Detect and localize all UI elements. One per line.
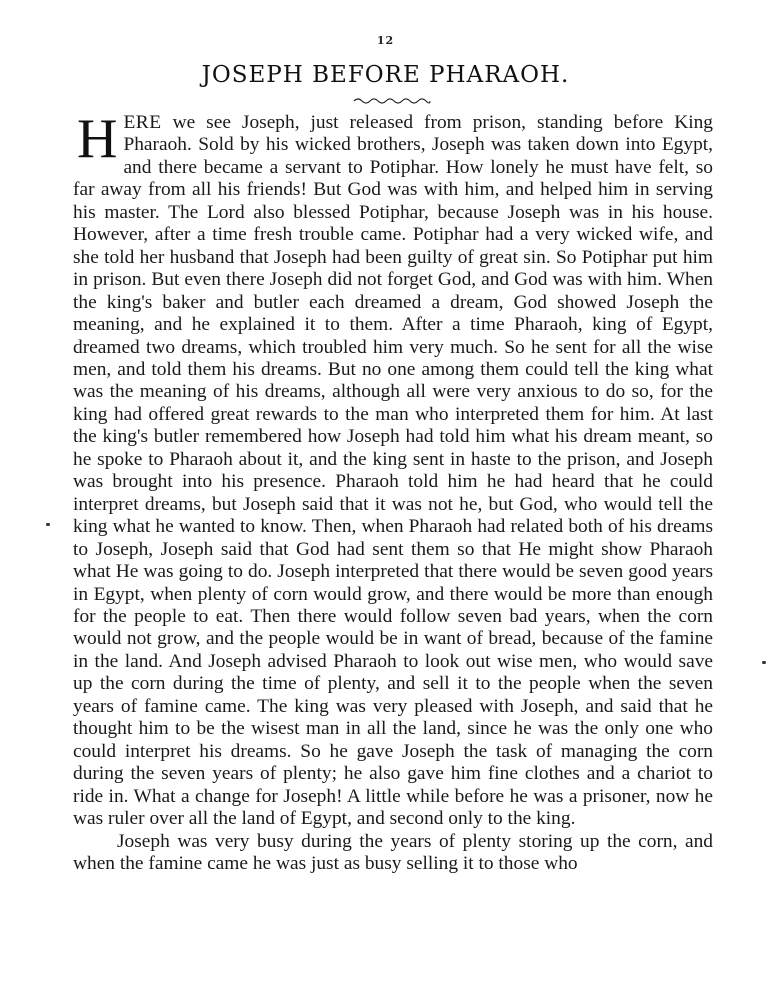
article-paragraph <box>73 108 713 831</box>
page-number: 12 <box>376 34 395 47</box>
first-word-rest: ERE <box>123 112 162 133</box>
paragraph-text: Joseph was very busy during the years of plenty storing up the corn, and when the famine came he was just as busy selling it to those who <box>73 830 713 874</box>
drop-cap: H <box>77 108 118 170</box>
paragraph-text: we see Joseph, just released from prison, standing before King Pharaoh. Sold by his wicked brothers, Joseph was taken down into Egypt, and there became a servant to Potiphar. How lonely he must have felt, so far away from all his friends! But God was with him, and helped him in serving his master. The Lord also blessed Potiphar, because Joseph was in his house. However, after a time fresh trouble came. Potiphar had a very wicked wife, and she told her husband that Joseph had been guilty of great sin. So Potiphar put him in prison. But even there Joseph did not forget God, and God was with him. When the king's baker and butler each dreamed a dream, God showed Joseph the meaning, and he explained it to them. After a time Pharaoh, king of Egypt, dreamed two dreams, which troubled him very much. So he sent for all the wise men, and told them his dreams. But no one among them could tell the king what was the meaning of his dreams, although all were very anxious to do so, for the king had offered great rewards to the man who interpreted them for him. At last the king's butler remembered how Joseph had told him what his dream meant, so he spoke to Pharaoh about it, and the king sent in haste to the prison, and Joseph was brought into his presence. Pharaoh told him he had heard that he could interpret dreams, but Joseph said that it was not he, but God, who would tell the king what he wanted to know. Then, when Pharaoh had related both of his dreams to Joseph, Joseph said that God had sent them so that He might show Pharaoh what He was going to do. Joseph interpreted that there would be seven good years in Egypt, when plenty of corn would grow, and there would be more than enough for the people to eat. Then there would follow seven bad years, when the corn would not grow, and the people would be in want of bread, because of the famine in the land. And Joseph advised Pharaoh to look out wise men, who would save up the corn during the time of plenty, and sell it to the people when the seven years of famine came. The king was very pleased with Joseph, and said that he thought him to be the wisest man in all the land, since he was the only one who could interpret his dreams. So he gave Joseph the task of managing the corn during the seven years of plenty; he also gave him fine clothes and a chariot to ride in. What a change for Joseph! A little while before he was a prisoner, now he was ruler over all the land of Egypt, and second only to the king. <box>73 112 713 830</box>
article-paragraph <box>73 831 713 876</box>
page-title: JOSEPH BEFORE PHARAOH. <box>201 62 570 88</box>
print-speck <box>46 523 50 526</box>
article-body <box>73 108 713 875</box>
print-speck <box>762 661 766 664</box>
title-ornament <box>352 96 432 106</box>
